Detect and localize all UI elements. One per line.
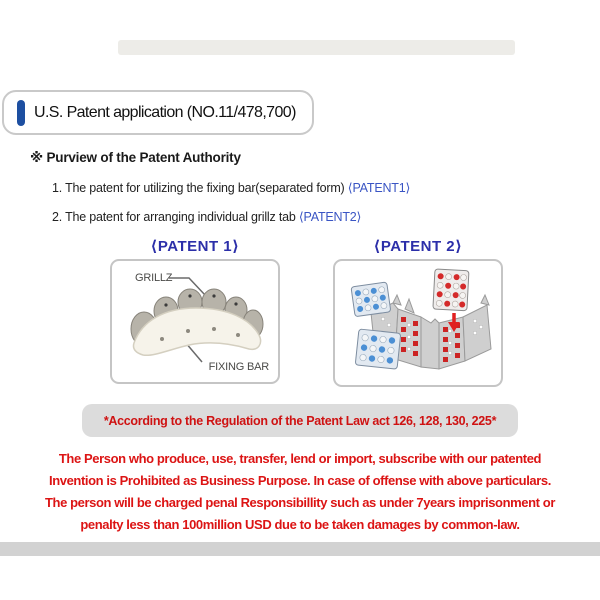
purview-item-2-text: 2. The patent for arranging individual grillz tab — [52, 210, 299, 224]
figure2-label: ⟨PATENT 2⟩ — [373, 238, 463, 255]
warning-line-3: The person will be charged penal Responsibillity such as under 7years imprisonment or — [45, 495, 555, 510]
page-title: U.S. Patent application (NO.11/478,700) — [34, 103, 296, 121]
purview-item-1 — [52, 180, 410, 195]
patent2-link[interactable]: ⟨PATENT2⟩ — [298, 210, 362, 224]
bottom-divider-band — [0, 542, 600, 556]
fixing-bar-annotation: FIXING BAR — [208, 361, 269, 373]
purview-heading: ※ Purview of the Patent Authority — [30, 150, 241, 165]
blue-accent-bar — [17, 100, 25, 126]
grillz-annotation: GRILLZ — [135, 272, 173, 284]
figure1-box — [110, 259, 280, 384]
warning-line-4: penalty less than 100million USD due to be taken damages by common-law. — [80, 517, 520, 532]
patent-application-header — [2, 90, 314, 135]
regulation-banner — [82, 404, 518, 437]
figure1-label: ⟨PATENT 1⟩ — [150, 238, 240, 255]
warning-paragraph — [0, 448, 600, 536]
regulation-banner-text: *According to the Regulation of the Patent Law act 126, 128, 130, 225* — [103, 413, 497, 428]
purview-item-2 — [52, 209, 361, 224]
patent1-link[interactable]: ⟨PATENT1⟩ — [347, 181, 411, 195]
purview-item-1-text: 1. The patent for utilizing the fixing bar(separated form) — [52, 181, 348, 195]
top-scroll-strip — [118, 40, 515, 55]
figure2-box — [333, 259, 503, 387]
grillz-tabs-image — [335, 261, 501, 385]
warning-line-1: The Person who produce, use, transfer, lend or import, subscribe with our patented — [58, 451, 542, 466]
warning-line-2: Invention is Prohibited as Business Purpose. In case of offense with above particulars. — [49, 473, 551, 488]
